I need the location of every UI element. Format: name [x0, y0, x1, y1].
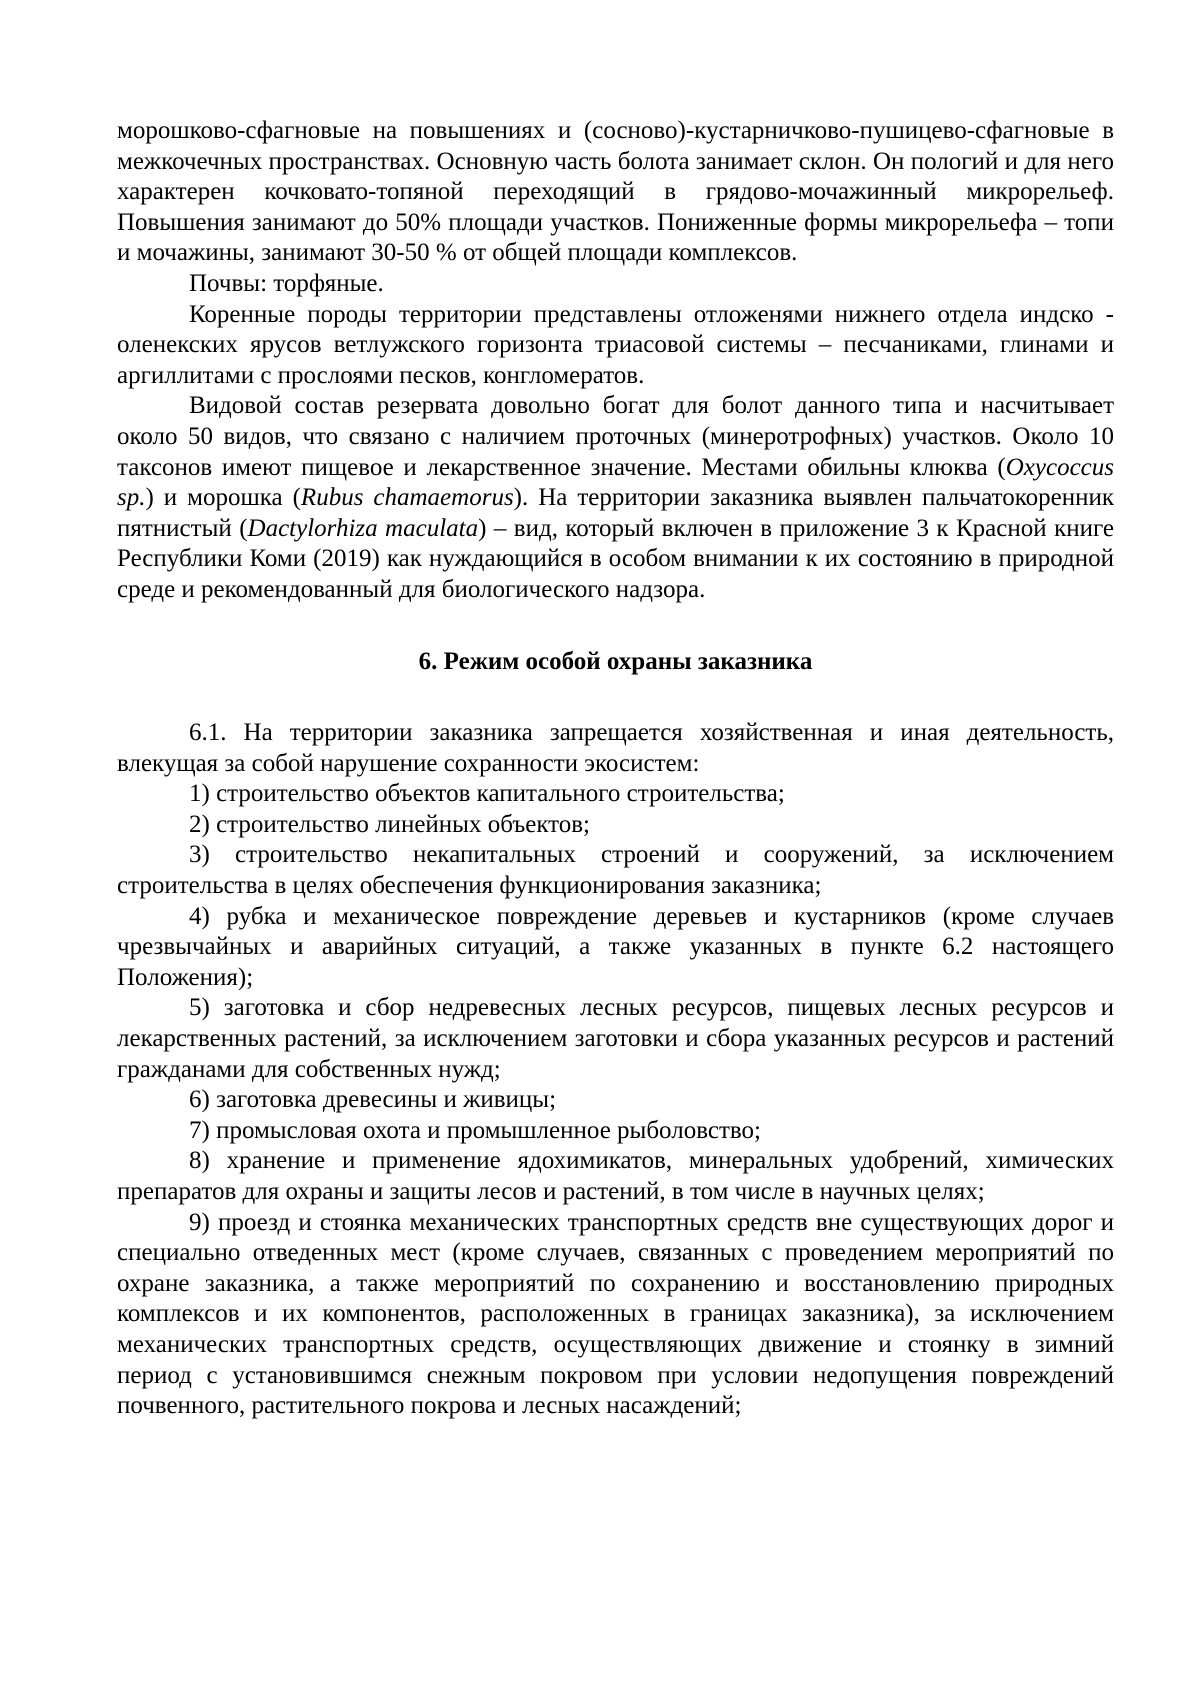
paragraph-species-composition	[117, 391, 1114, 605]
section-heading: 6. Режим особой охраны заказника	[418, 647, 813, 675]
list-item-7: 7) промысловая охота и промышленное рыболовство;	[189, 1116, 761, 1144]
species-text-2: ) и морошка (	[145, 484, 301, 512]
species-text-3: ). На территории заказника выявлен пальчатокоренник пятнистый (	[117, 484, 1114, 542]
list-item-1: 1) строительство объектов капитального строительства;	[189, 780, 785, 808]
list-item-5: 5) заготовка и сбор недревесных лесных ресурсов, пищевых лесных ресурсов и лекарственных растений, за исключением заготовки и сбора указанных ресурсов и растений гражданами для собственных нужд;	[117, 994, 1114, 1083]
paragraph-bedrock: Коренные породы территории представлены отложенями нижнего отдела индско - оленекских ярусов ветлужского горизонта триасовой системы – песчаниками, глинами и аргиллитами с прослоями песков, конгломератов.	[117, 300, 1114, 389]
paragraph-soils: Почвы: торфяные.	[189, 269, 384, 297]
species-text-1: Видовой состав резервата довольно богат для болот данного типа и насчитывает около 50 видов, что связано с наличием проточных (минеротрофных) участков. Около 10 таксонов имеют пищевое и лекарственное значение. Местами обильны клюква (	[117, 392, 1114, 481]
list-item-2: 2) строительство линейных объектов;	[189, 810, 591, 838]
list-item-8: 8) хранение и применение ядохимикатов, минеральных удобрений, химических препаратов для охраны и защиты лесов и растений, в том числе в научных целях;	[117, 1147, 1114, 1205]
clause-6-1: 6.1. На территории заказника запрещается хозяйственная и иная деятельность, влекущая за собой нарушение сохранности экосистем:	[117, 719, 1114, 777]
paragraph-bog-microrelief: морошково-сфагновые на повышениях и (сосново)-кустарничково-пушицево-сфагновые в межкочечных пространствах. Основную часть болота занимает склон. Он пологий и для него характерен кочковато-топяной переходящий в грядово-мочажинный микрорельеф. Повышения занимают до 50% площади участков. Пониженные формы микрорельефа – топи и мочажины, занимают 30-50 % от общей площади комплексов.	[117, 117, 1114, 267]
latin-name-rubus: Rubus chamaemorus	[300, 484, 514, 512]
latin-name-dactylorhiza: Dactylorhiza maculata	[247, 514, 479, 542]
page-content	[117, 116, 1114, 1422]
list-item-6: 6) заготовка древесины и живицы;	[189, 1086, 557, 1114]
list-item-9: 9) проезд и стоянка механических транспортных средств вне существующих дорог и специально отведенных мест (кроме случаев, связанных с проведением мероприятий по охране заказника, а также мероприятий по сохранению и восстановлению природных комплексов и их компонентов, расположенных в границах заказника), за исключением механических транспортных средств, осуществляющих движение и стоянку в зимний период с установившимся снежным покровом при условии недопущения повреждений почвенного, растительного покрова и лесных насаждений;	[117, 1208, 1114, 1420]
latin-name-oxycoccus: Oxycoccus sp.	[117, 453, 1114, 512]
species-text-4: ) – вид, который включен в приложение 3 к Красной книге Республики Коми (2019) как нуждающийся в особом внимании к их состоянию в природной среде и рекомендованный для биологического надзора.	[117, 514, 1114, 603]
list-item-4: 4) рубка и механическое повреждение деревьев и кустарников (кроме случаев чрезвычайных и аварийных ситуаций, а также указанных в пункте 6.2 настоящего Положения);	[117, 902, 1114, 991]
list-item-3: 3) строительство некапитальных строений и сооружений, за исключением строительства в целях обеспечения функционирования заказника;	[117, 841, 1114, 900]
